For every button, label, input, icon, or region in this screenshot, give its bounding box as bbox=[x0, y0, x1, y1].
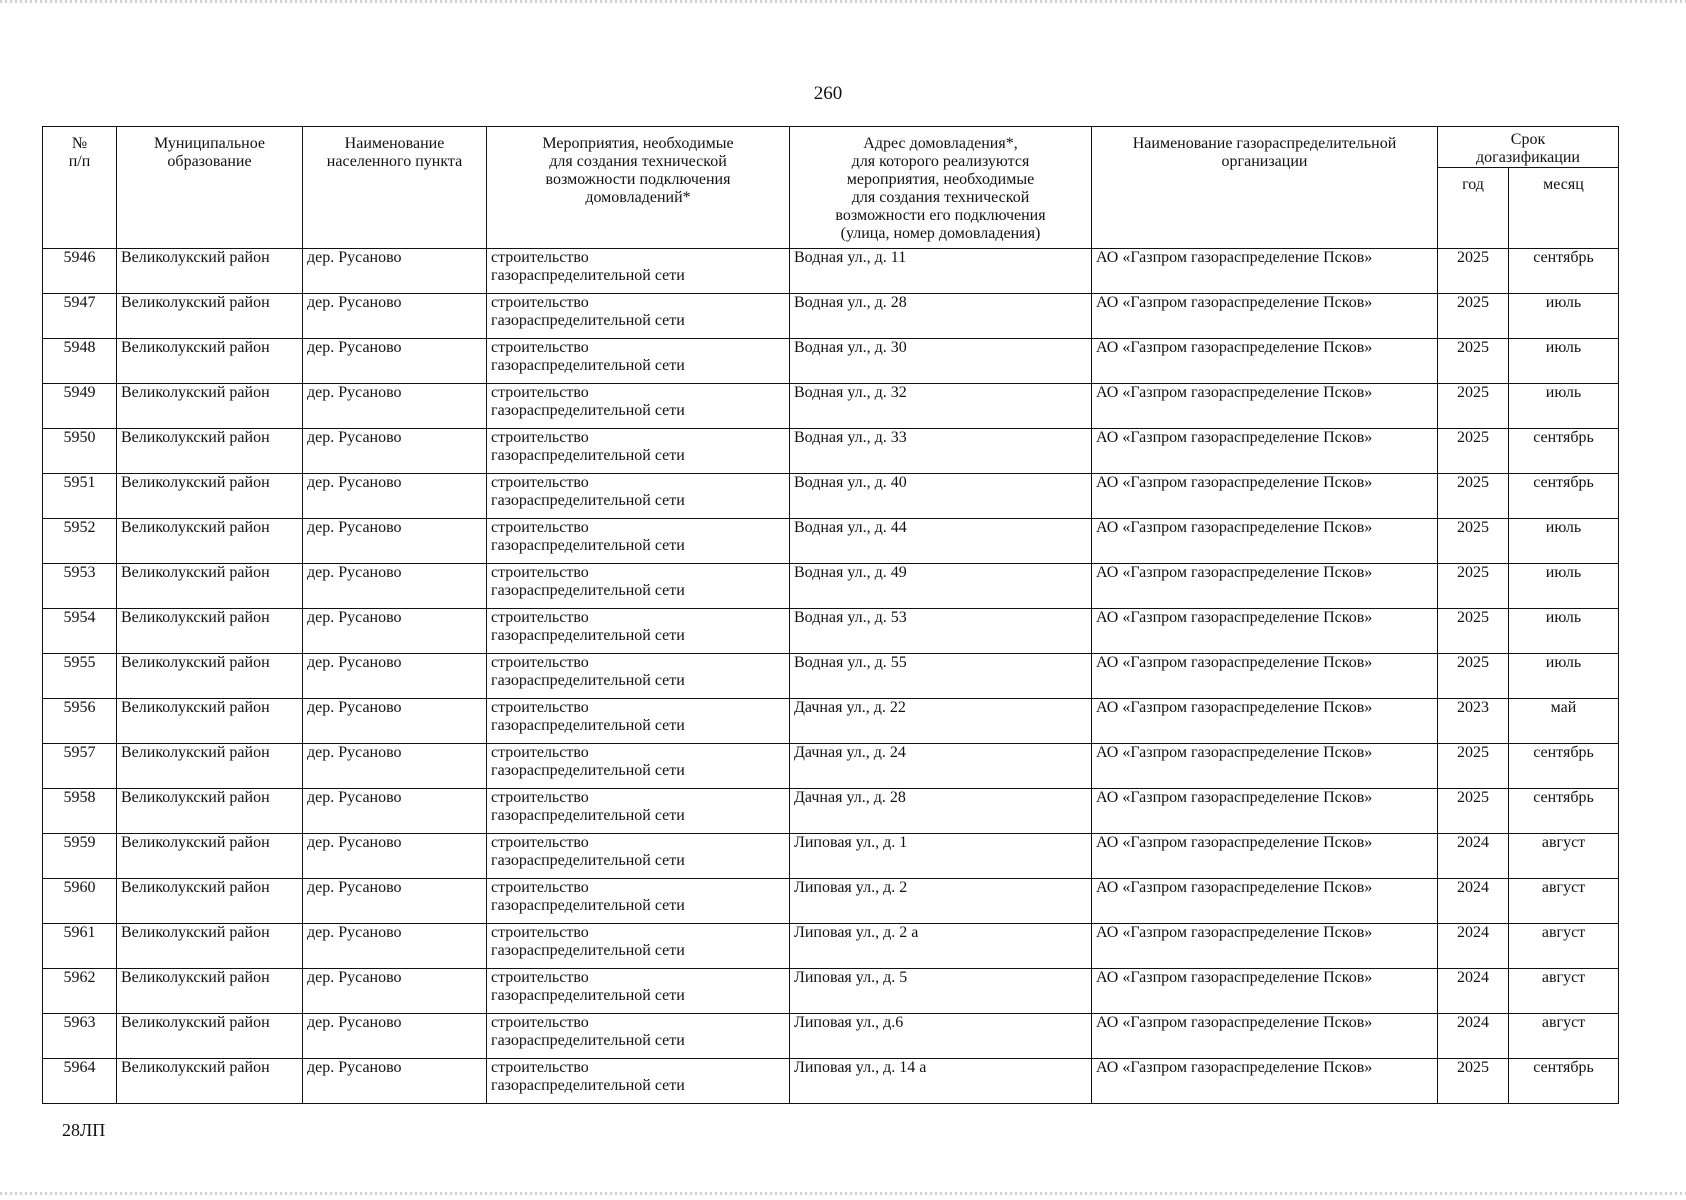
cell-settlement: дер. Русаново bbox=[303, 1059, 487, 1104]
cell-address: Липовая ул., д. 2 bbox=[790, 879, 1092, 924]
cell-organization: АО «Газпром газораспределение Псков» bbox=[1092, 519, 1438, 564]
cell-address: Дачная ул., д. 24 bbox=[790, 744, 1092, 789]
cell-address: Водная ул., д. 32 bbox=[790, 384, 1092, 429]
table-row bbox=[43, 834, 1619, 879]
header-year-text: год bbox=[1462, 176, 1484, 193]
cell-year: 2025 bbox=[1438, 564, 1509, 609]
table-row bbox=[43, 879, 1619, 924]
header-address bbox=[790, 127, 1092, 249]
cell-month: август bbox=[1509, 879, 1619, 924]
table-row bbox=[43, 339, 1619, 384]
cell-address: Липовая ул., д. 14 а bbox=[790, 1059, 1092, 1104]
cell-organization: АО «Газпром газораспределение Псков» bbox=[1092, 1059, 1438, 1104]
cell-year: 2025 bbox=[1438, 519, 1509, 564]
cell-settlement: дер. Русаново bbox=[303, 294, 487, 339]
cell-municipality: Великолукский район bbox=[117, 609, 303, 654]
table-body bbox=[43, 249, 1619, 1104]
cell-month: август bbox=[1509, 1014, 1619, 1059]
cell-municipality: Великолукский район bbox=[117, 384, 303, 429]
table-row bbox=[43, 609, 1619, 654]
cell-measure: строительство газораспределительной сети bbox=[487, 654, 790, 699]
cell-measure: строительство газораспределительной сети bbox=[487, 519, 790, 564]
cell-settlement: дер. Русаново bbox=[303, 744, 487, 789]
cell-measure: строительство газораспределительной сети bbox=[487, 879, 790, 924]
table-row bbox=[43, 294, 1619, 339]
cell-measure: строительство газораспределительной сети bbox=[487, 699, 790, 744]
cell-municipality: Великолукский район bbox=[117, 294, 303, 339]
table-row bbox=[43, 474, 1619, 519]
scan-edge-bottom bbox=[0, 1192, 1686, 1195]
cell-settlement: дер. Русаново bbox=[303, 924, 487, 969]
header-month-text: месяц bbox=[1543, 176, 1584, 193]
cell-year: 2025 bbox=[1438, 294, 1509, 339]
table-row bbox=[43, 564, 1619, 609]
cell-year: 2024 bbox=[1438, 834, 1509, 879]
cell-organization: АО «Газпром газораспределение Псков» bbox=[1092, 474, 1438, 519]
cell-measure: строительство газораспределительной сети bbox=[487, 339, 790, 384]
cell-organization: АО «Газпром газораспределение Псков» bbox=[1092, 969, 1438, 1014]
cell-year: 2025 bbox=[1438, 474, 1509, 519]
header-municipality-text: Муниципальное образование bbox=[153, 135, 266, 170]
header-settlement bbox=[303, 127, 487, 249]
cell-measure: строительство газораспределительной сети bbox=[487, 294, 790, 339]
cell-organization: АО «Газпром газораспределение Псков» bbox=[1092, 654, 1438, 699]
cell-measure: строительство газораспределительной сети bbox=[487, 564, 790, 609]
header-municipality bbox=[117, 127, 303, 249]
cell-num: 5948 bbox=[43, 339, 117, 384]
scan-edge-top bbox=[0, 0, 1686, 3]
cell-measure: строительство газораспределительной сети bbox=[487, 1014, 790, 1059]
cell-month: июль bbox=[1509, 519, 1619, 564]
cell-address: Дачная ул., д. 28 bbox=[790, 789, 1092, 834]
cell-num: 5947 bbox=[43, 294, 117, 339]
cell-measure: строительство газораспределительной сети bbox=[487, 384, 790, 429]
table-row bbox=[43, 384, 1619, 429]
cell-num: 5961 bbox=[43, 924, 117, 969]
cell-num: 5963 bbox=[43, 1014, 117, 1059]
cell-organization: АО «Газпром газораспределение Псков» bbox=[1092, 339, 1438, 384]
cell-num: 5950 bbox=[43, 429, 117, 474]
cell-measure: строительство газораспределительной сети bbox=[487, 789, 790, 834]
cell-municipality: Великолукский район bbox=[117, 699, 303, 744]
cell-organization: АО «Газпром газораспределение Псков» bbox=[1092, 609, 1438, 654]
cell-month: июль bbox=[1509, 294, 1619, 339]
cell-settlement: дер. Русаново bbox=[303, 339, 487, 384]
header-measures-text: Мероприятия, необходимые для создания технической возможности подключения домовладений* bbox=[542, 135, 734, 206]
cell-municipality: Великолукский район bbox=[117, 1059, 303, 1104]
cell-address: Водная ул., д. 44 bbox=[790, 519, 1092, 564]
cell-address: Водная ул., д. 49 bbox=[790, 564, 1092, 609]
cell-organization: АО «Газпром газораспределение Псков» bbox=[1092, 429, 1438, 474]
cell-year: 2025 bbox=[1438, 429, 1509, 474]
cell-month: сентябрь bbox=[1509, 249, 1619, 294]
cell-settlement: дер. Русаново bbox=[303, 654, 487, 699]
cell-address: Водная ул., д. 28 bbox=[790, 294, 1092, 339]
cell-organization: АО «Газпром газораспределение Псков» bbox=[1092, 924, 1438, 969]
cell-year: 2025 bbox=[1438, 654, 1509, 699]
cell-municipality: Великолукский район bbox=[117, 834, 303, 879]
cell-num: 5960 bbox=[43, 879, 117, 924]
cell-month: август bbox=[1509, 969, 1619, 1014]
cell-settlement: дер. Русаново bbox=[303, 1014, 487, 1059]
cell-municipality: Великолукский район bbox=[117, 474, 303, 519]
cell-settlement: дер. Русаново bbox=[303, 429, 487, 474]
cell-year: 2024 bbox=[1438, 1014, 1509, 1059]
cell-municipality: Великолукский район bbox=[117, 924, 303, 969]
cell-municipality: Великолукский район bbox=[117, 654, 303, 699]
cell-municipality: Великолукский район bbox=[117, 339, 303, 384]
header-organization bbox=[1092, 127, 1438, 249]
table-row bbox=[43, 969, 1619, 1014]
cell-measure: строительство газораспределительной сети bbox=[487, 924, 790, 969]
cell-settlement: дер. Русаново bbox=[303, 474, 487, 519]
cell-month: июль bbox=[1509, 654, 1619, 699]
cell-month: июль bbox=[1509, 384, 1619, 429]
cell-num: 5955 bbox=[43, 654, 117, 699]
cell-measure: строительство газораспределительной сети bbox=[487, 249, 790, 294]
header-deadline-text: Срок догазификации bbox=[1476, 131, 1580, 166]
cell-organization: АО «Газпром газораспределение Псков» bbox=[1092, 564, 1438, 609]
cell-num: 5951 bbox=[43, 474, 117, 519]
header-settlement-text: Наименование населенного пункта bbox=[326, 135, 463, 170]
cell-address: Водная ул., д. 40 bbox=[790, 474, 1092, 519]
cell-num: 5964 bbox=[43, 1059, 117, 1104]
cell-municipality: Великолукский район bbox=[117, 519, 303, 564]
footer-code: 28ЛП bbox=[62, 1120, 106, 1140]
table-row bbox=[43, 744, 1619, 789]
table-row bbox=[43, 429, 1619, 474]
cell-address: Водная ул., д. 55 bbox=[790, 654, 1092, 699]
cell-year: 2025 bbox=[1438, 384, 1509, 429]
cell-year: 2025 bbox=[1438, 1059, 1509, 1104]
cell-settlement: дер. Русаново bbox=[303, 789, 487, 834]
cell-organization: АО «Газпром газораспределение Псков» bbox=[1092, 744, 1438, 789]
cell-settlement: дер. Русаново bbox=[303, 609, 487, 654]
cell-organization: АО «Газпром газораспределение Псков» bbox=[1092, 294, 1438, 339]
cell-year: 2023 bbox=[1438, 699, 1509, 744]
cell-measure: строительство газораспределительной сети bbox=[487, 609, 790, 654]
cell-month: август bbox=[1509, 834, 1619, 879]
cell-num: 5953 bbox=[43, 564, 117, 609]
cell-settlement: дер. Русаново bbox=[303, 879, 487, 924]
cell-address: Липовая ул., д. 2 а bbox=[790, 924, 1092, 969]
cell-municipality: Великолукский район bbox=[117, 249, 303, 294]
cell-settlement: дер. Русаново bbox=[303, 249, 487, 294]
cell-settlement: дер. Русаново bbox=[303, 699, 487, 744]
cell-measure: строительство газораспределительной сети bbox=[487, 834, 790, 879]
cell-measure: строительство газораспределительной сети bbox=[487, 969, 790, 1014]
cell-settlement: дер. Русаново bbox=[303, 834, 487, 879]
cell-municipality: Великолукский район bbox=[117, 879, 303, 924]
cell-municipality: Великолукский район bbox=[117, 1014, 303, 1059]
cell-settlement: дер. Русаново bbox=[303, 384, 487, 429]
header-num-text: № п/п bbox=[68, 135, 91, 170]
cell-num: 5962 bbox=[43, 969, 117, 1014]
cell-settlement: дер. Русаново bbox=[303, 969, 487, 1014]
cell-month: сентябрь bbox=[1509, 1059, 1619, 1104]
cell-num: 5957 bbox=[43, 744, 117, 789]
cell-month: сентябрь bbox=[1509, 744, 1619, 789]
cell-year: 2025 bbox=[1438, 789, 1509, 834]
cell-num: 5958 bbox=[43, 789, 117, 834]
cell-address: Липовая ул., д. 1 bbox=[790, 834, 1092, 879]
cell-num: 5946 bbox=[43, 249, 117, 294]
table-row bbox=[43, 699, 1619, 744]
table-row bbox=[43, 654, 1619, 699]
cell-address: Водная ул., д. 11 bbox=[790, 249, 1092, 294]
header-num bbox=[43, 127, 117, 249]
cell-measure: строительство газораспределительной сети bbox=[487, 1059, 790, 1104]
cell-settlement: дер. Русаново bbox=[303, 519, 487, 564]
table-row bbox=[43, 789, 1619, 834]
cell-num: 5956 bbox=[43, 699, 117, 744]
table-row bbox=[43, 1059, 1619, 1104]
cell-month: июль bbox=[1509, 609, 1619, 654]
table-row bbox=[43, 1014, 1619, 1059]
cell-organization: АО «Газпром газораспределение Псков» bbox=[1092, 249, 1438, 294]
cell-organization: АО «Газпром газораспределение Псков» bbox=[1092, 384, 1438, 429]
cell-address: Липовая ул., д. 5 bbox=[790, 969, 1092, 1014]
table-row bbox=[43, 519, 1619, 564]
cell-month: июль bbox=[1509, 564, 1619, 609]
header-year bbox=[1438, 168, 1509, 249]
cell-year: 2025 bbox=[1438, 609, 1509, 654]
cell-municipality: Великолукский район bbox=[117, 564, 303, 609]
cell-year: 2025 bbox=[1438, 339, 1509, 384]
cell-municipality: Великолукский район bbox=[117, 429, 303, 474]
cell-measure: строительство газораспределительной сети bbox=[487, 429, 790, 474]
header-organization-text: Наименование газораспределительной организации bbox=[1132, 135, 1397, 170]
header-address-text: Адрес домовладения*, для которого реализуются мероприятия, необходимые для создания технической возможности его подключения (улица, номер домовладения) bbox=[835, 135, 1046, 242]
header-measures bbox=[487, 127, 790, 249]
page-number: 260 bbox=[813, 83, 843, 104]
cell-organization: АО «Газпром газораспределение Псков» bbox=[1092, 699, 1438, 744]
cell-organization: АО «Газпром газораспределение Псков» bbox=[1092, 834, 1438, 879]
header-month bbox=[1509, 168, 1619, 249]
cell-year: 2024 bbox=[1438, 879, 1509, 924]
cell-month: май bbox=[1509, 699, 1619, 744]
cell-measure: строительство газораспределительной сети bbox=[487, 474, 790, 519]
cell-organization: АО «Газпром газораспределение Псков» bbox=[1092, 1014, 1438, 1059]
cell-num: 5959 bbox=[43, 834, 117, 879]
cell-num: 5949 bbox=[43, 384, 117, 429]
gasification-table bbox=[42, 126, 1619, 1104]
table-row bbox=[43, 249, 1619, 294]
cell-year: 2025 bbox=[1438, 249, 1509, 294]
cell-measure: строительство газораспределительной сети bbox=[487, 744, 790, 789]
table-row bbox=[43, 924, 1619, 969]
cell-address: Водная ул., д. 33 bbox=[790, 429, 1092, 474]
cell-num: 5954 bbox=[43, 609, 117, 654]
cell-address: Дачная ул., д. 22 bbox=[790, 699, 1092, 744]
cell-settlement: дер. Русаново bbox=[303, 564, 487, 609]
cell-year: 2024 bbox=[1438, 924, 1509, 969]
header-deadline bbox=[1438, 127, 1619, 168]
cell-month: сентябрь bbox=[1509, 474, 1619, 519]
cell-num: 5952 bbox=[43, 519, 117, 564]
cell-municipality: Великолукский район bbox=[117, 744, 303, 789]
cell-month: август bbox=[1509, 924, 1619, 969]
cell-address: Липовая ул., д.6 bbox=[790, 1014, 1092, 1059]
cell-organization: АО «Газпром газораспределение Псков» bbox=[1092, 879, 1438, 924]
cell-month: сентябрь bbox=[1509, 789, 1619, 834]
cell-year: 2024 bbox=[1438, 969, 1509, 1014]
cell-municipality: Великолукский район bbox=[117, 969, 303, 1014]
cell-month: сентябрь bbox=[1509, 429, 1619, 474]
cell-address: Водная ул., д. 30 bbox=[790, 339, 1092, 384]
cell-address: Водная ул., д. 53 bbox=[790, 609, 1092, 654]
cell-municipality: Великолукский район bbox=[117, 789, 303, 834]
cell-organization: АО «Газпром газораспределение Псков» bbox=[1092, 789, 1438, 834]
cell-year: 2025 bbox=[1438, 744, 1509, 789]
cell-month: июль bbox=[1509, 339, 1619, 384]
